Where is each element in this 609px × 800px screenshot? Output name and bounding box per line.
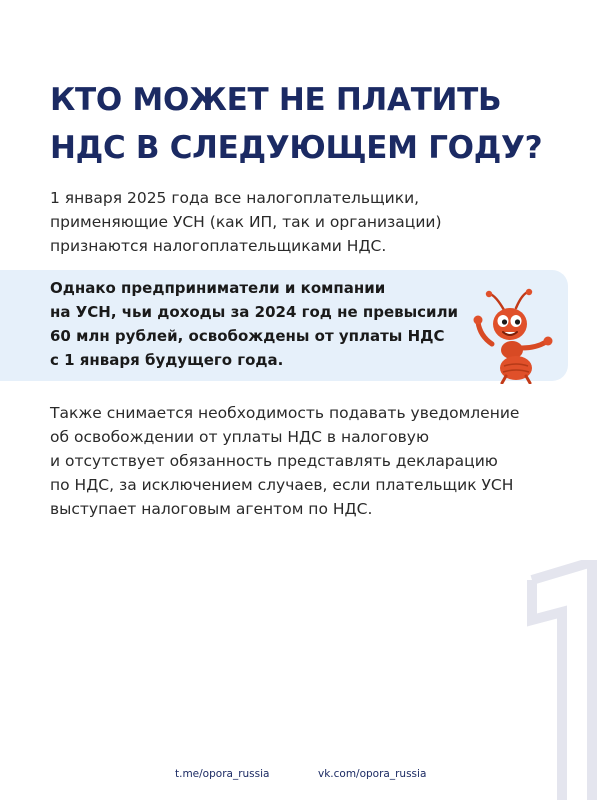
ant-mascot-icon: [470, 288, 562, 384]
page-number-outline: [492, 560, 609, 800]
body-line: выступает налоговым агентом по НДС.: [50, 500, 373, 518]
highlight-line: с 1 января будущего года.: [50, 351, 284, 369]
vk-link[interactable]: vk.com/opora_russia: [318, 768, 427, 780]
title-line: НДС В СЛЕДУЮЩЕМ ГОДУ?: [50, 130, 543, 166]
intro-line: применяющие УСН (как ИП, так и организации): [50, 213, 442, 231]
body-line: по НДС, за исключением случаев, если плательщик УСН: [50, 476, 514, 494]
body-paragraph: [50, 401, 570, 521]
body-line: Также снимается необходимость подавать уведомление: [50, 404, 520, 422]
intro-line: 1 января 2025 года все налогоплательщики,: [50, 189, 420, 207]
highlight-line: на УСН, чьи доходы за 2024 год не превысили: [50, 303, 459, 321]
body-line: об освобождении от уплаты НДС в налоговую: [50, 428, 429, 446]
highlight-paragraph: [50, 276, 490, 372]
page-number: 1: [551, 760, 553, 761]
intro-paragraph: [50, 186, 570, 258]
page-title: [50, 76, 590, 172]
body-line: и отсутствует обязанность представлять декларацию: [50, 452, 498, 470]
title-line: КТО МОЖЕТ НЕ ПЛАТИТЬ: [50, 82, 502, 118]
highlight-line: 60 млн рублей, освобождены от уплаты НДС: [50, 327, 445, 345]
highlight-line: Однако предприниматели и компании: [50, 279, 386, 297]
telegram-link[interactable]: t.me/opora_russia: [175, 768, 270, 780]
intro-line: признаются налогоплательщиками НДС.: [50, 237, 387, 255]
